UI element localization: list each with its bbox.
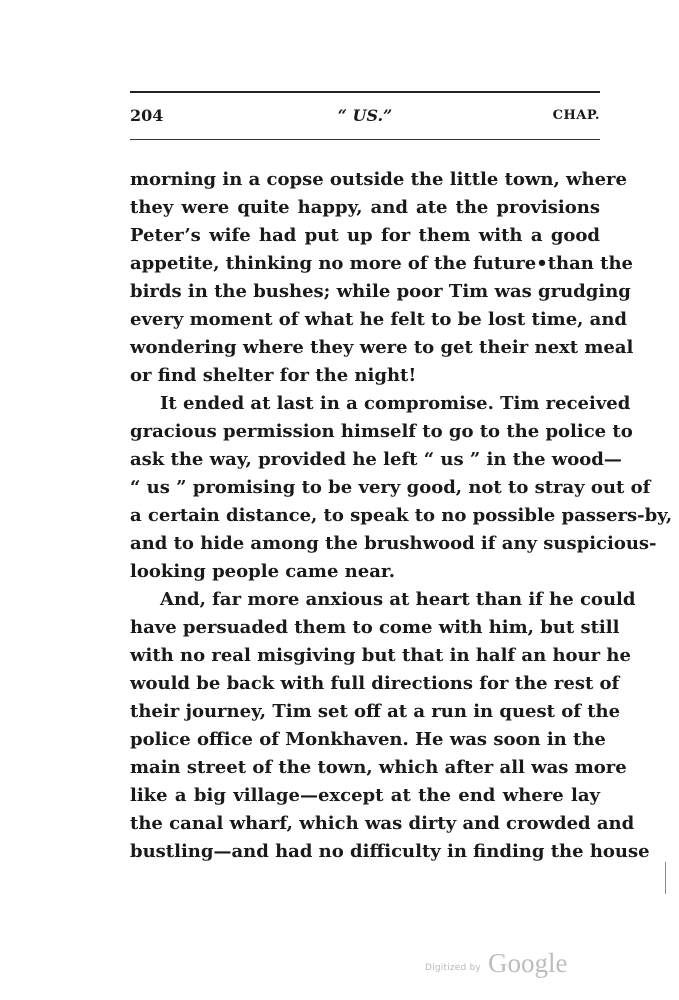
text-line: and to hide among the brushwood if any suspicious-	[130, 533, 657, 554]
text-line: Peter’s wife had put up for them with a good	[130, 225, 600, 246]
body-text	[130, 166, 673, 866]
running-title: “ US.”	[337, 106, 393, 125]
google-logo: Google	[488, 948, 568, 978]
text-line: have persuaded them to come with him, but still	[130, 617, 620, 638]
watermark-prefix: Digitized by	[425, 963, 481, 973]
text-line: birds in the bushes; while poor Tim was grudging	[130, 281, 631, 302]
text-line: bustling—and had no difficulty in finding the house	[130, 841, 650, 862]
scan-margin-mark	[665, 862, 666, 894]
text-line: wondering where they were to get their next meal	[130, 337, 634, 358]
text-line: And, far more anxious at heart than if he could	[160, 589, 636, 610]
top-rule	[130, 91, 600, 93]
chapter-label: CHAP.	[552, 108, 600, 123]
text-line: the canal wharf, which was dirty and crowded and	[130, 813, 635, 834]
text-line: “ us ” promising to be very good, not to stray out of	[130, 477, 651, 498]
text-line: It ended at last in a compromise. Tim received	[160, 393, 631, 414]
text-line: appetite, thinking no more of the future•than the	[130, 253, 634, 274]
page-number: 204	[130, 106, 164, 125]
text-line: ask the way, provided he left “ us ” in the wood—	[130, 449, 622, 470]
text-line: looking people came near.	[130, 561, 395, 582]
text-line: would be back with full directions for the rest of	[130, 673, 620, 694]
text-line: their journey, Tim set off at a run in quest of the	[130, 701, 621, 722]
text-line: police office of Monkhaven. He was soon in the	[130, 729, 606, 750]
text-line: gracious permission himself to go to the police to	[130, 421, 633, 442]
running-head	[130, 106, 600, 132]
text-line: main street of the town, which after all was more	[130, 757, 627, 778]
text-line: or find shelter for the night!	[130, 365, 417, 386]
digitized-watermark	[425, 948, 568, 979]
text-line: with no real misgiving but that in half an hour he	[130, 645, 631, 666]
text-line: every moment of what he felt to be lost time, and	[130, 309, 628, 330]
text-line: morning in a copse outside the little town, where	[130, 169, 627, 190]
header-rule	[130, 139, 600, 140]
text-line: like a big village—except at the end where lay	[130, 785, 600, 806]
text-line: a certain distance, to speak to no possible passers-by,	[130, 505, 673, 526]
text-line: they were quite happy, and ate the provisions	[130, 197, 600, 218]
